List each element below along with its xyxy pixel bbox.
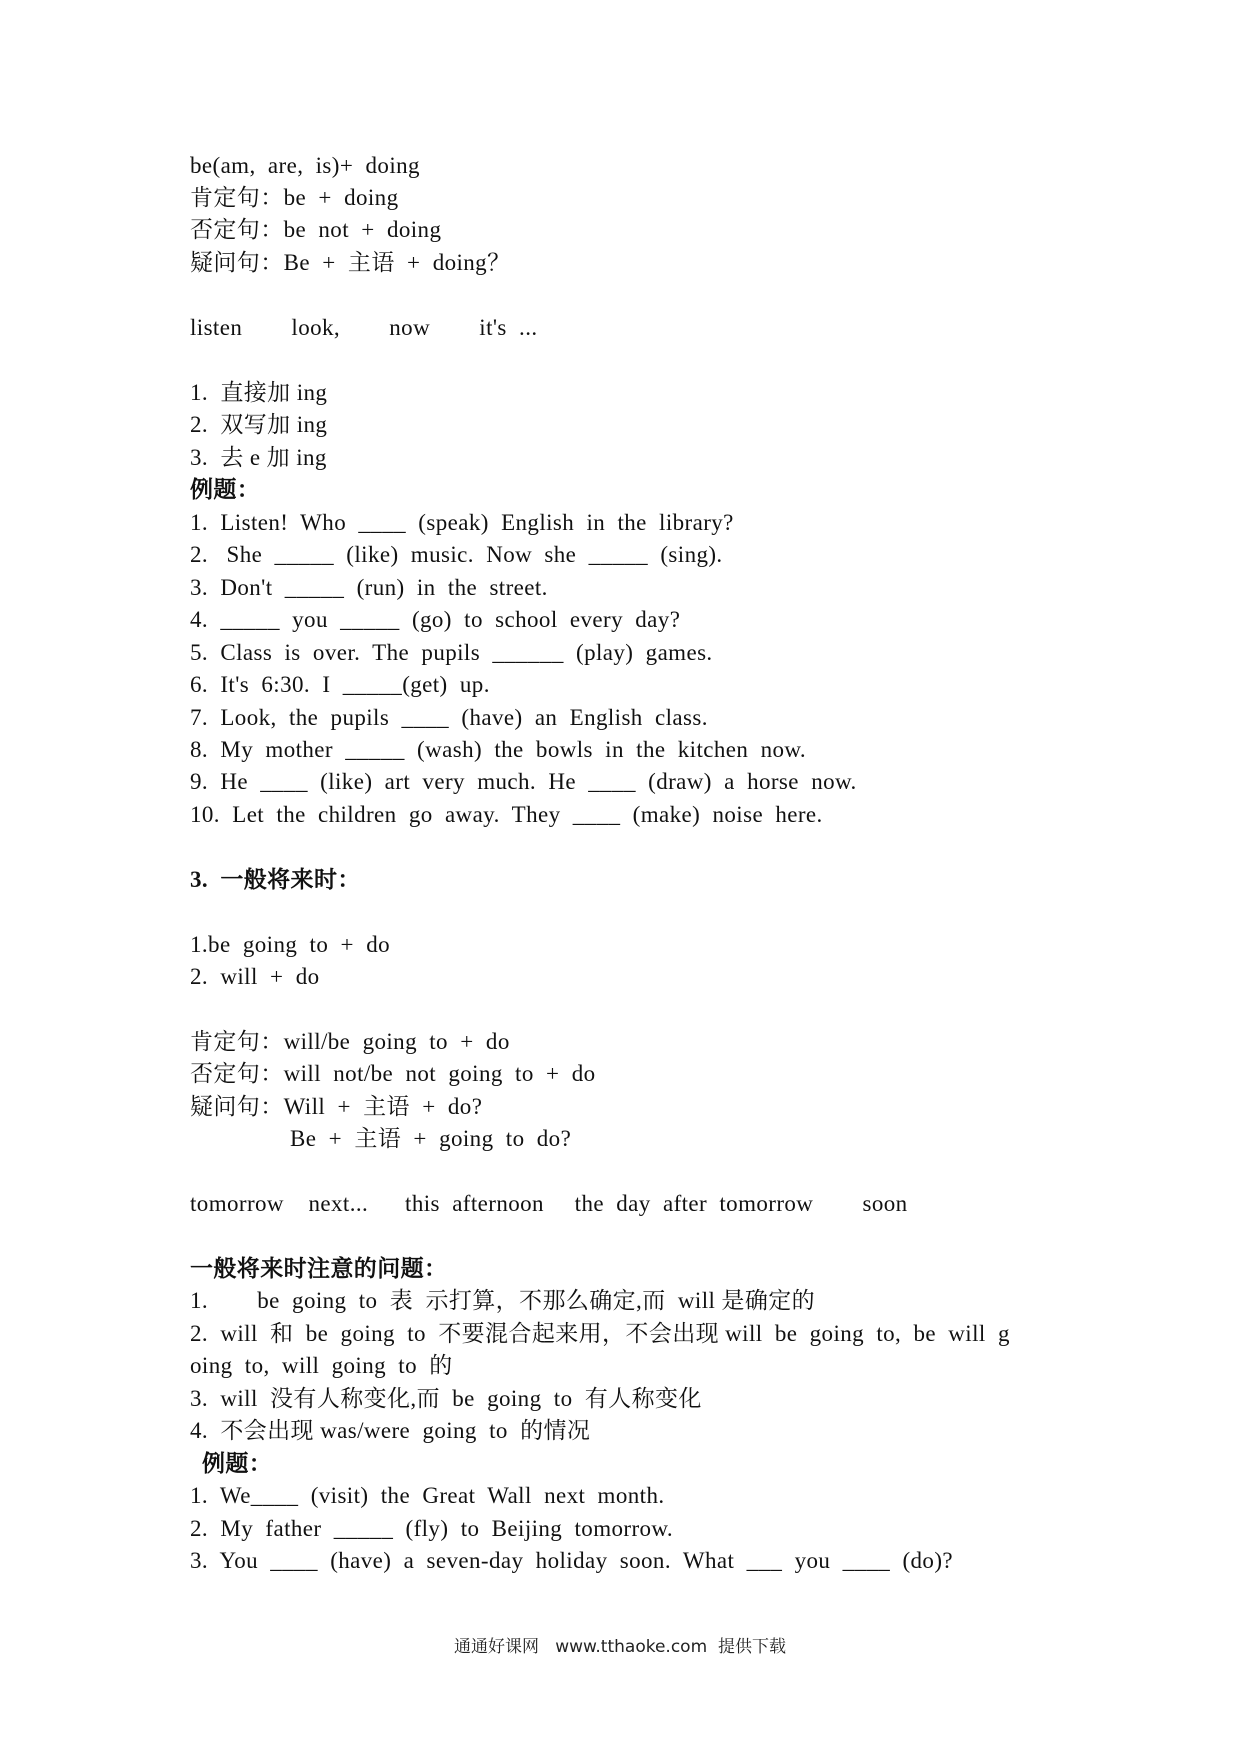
note-item: 2. will 和 be going to 不要混合起来用，不会出现 will be going to, be will g bbox=[190, 1321, 1010, 1346]
example-item: 4. _____ you _____ (go) to school every day? bbox=[190, 607, 681, 632]
example-item: 3. You ____ (have) a seven-day holiday soon. What ___ you ____ (do)? bbox=[190, 1548, 953, 1573]
rule-item: 2. 双写加 ing bbox=[190, 412, 328, 437]
example-item: 1. We____ (visit) the Great Wall next month. bbox=[190, 1483, 665, 1508]
negative-line: 否定句：will not/be not going to + do bbox=[190, 1061, 596, 1086]
signal-words: listen look, now it's ... bbox=[190, 315, 538, 340]
structure-line: be(am, are, is)+ doing bbox=[190, 153, 420, 178]
example-item: 3. Don't _____ (run) in the street. bbox=[190, 575, 548, 600]
rule-item: 3. 去 e 加 ing bbox=[190, 445, 327, 470]
page-footer: 通通好课网 www.tthaoke.com 提供下载 bbox=[454, 1637, 786, 1657]
example-item: 1. Listen! Who ____ (speak) English in the library? bbox=[190, 510, 734, 535]
example-item: 2. She _____ (like) music. Now she _____ (sing). bbox=[190, 542, 723, 567]
rule-item: 1. 直接加 ing bbox=[190, 380, 328, 405]
form-item: 1.be going to + do bbox=[190, 932, 391, 957]
example-item: 6. It's 6:30. I _____(get) up. bbox=[190, 672, 490, 697]
affirmative-line: 肯定句：be + doing bbox=[190, 185, 399, 210]
note-item: 3. will 没有人称变化,而 be going to 有人称变化 bbox=[190, 1386, 702, 1411]
section-heading: 3. 一般将来时： bbox=[190, 867, 361, 892]
question-line: 疑问句：Will + 主语 + do? bbox=[190, 1094, 483, 1119]
examples-title: 例题： bbox=[202, 1451, 273, 1476]
example-item: 8. My mother _____ (wash) the bowls in the kitchen now. bbox=[190, 737, 807, 762]
notes-title: 一般将来时注意的问题： bbox=[190, 1256, 448, 1281]
example-item: 2. My father _____ (fly) to Beijing tomorrow. bbox=[190, 1516, 674, 1541]
example-item: 9. He ____ (like) art very much. He ____ (draw) a horse now. bbox=[190, 769, 857, 794]
question-line-2: Be + 主语 + going to do? bbox=[290, 1126, 572, 1151]
note-item: 4. 不会出现 was/were going to 的情况 bbox=[190, 1418, 591, 1443]
signal-words: tomorrow next... this afternoon the day after tomorrow soon bbox=[190, 1191, 908, 1216]
negative-line: 否定句：be not + doing bbox=[190, 217, 442, 242]
example-item: 7. Look, the pupils ____ (have) an English class. bbox=[190, 705, 708, 730]
note-item: oing to, will going to 的 bbox=[190, 1353, 453, 1378]
note-item: 1. be going to 表 示打算，不那么确定,而 will 是确定的 bbox=[190, 1288, 816, 1313]
examples-title: 例题： bbox=[190, 477, 261, 502]
example-item: 5. Class is over. The pupils ______ (play) games. bbox=[190, 640, 713, 665]
example-item: 10. Let the children go away. They ____ (make) noise here. bbox=[190, 802, 823, 827]
question-line: 疑问句：Be + 主语 + doing？ bbox=[190, 250, 511, 275]
form-item: 2. will + do bbox=[190, 964, 320, 989]
affirmative-line: 肯定句：will/be going to + do bbox=[190, 1029, 510, 1054]
